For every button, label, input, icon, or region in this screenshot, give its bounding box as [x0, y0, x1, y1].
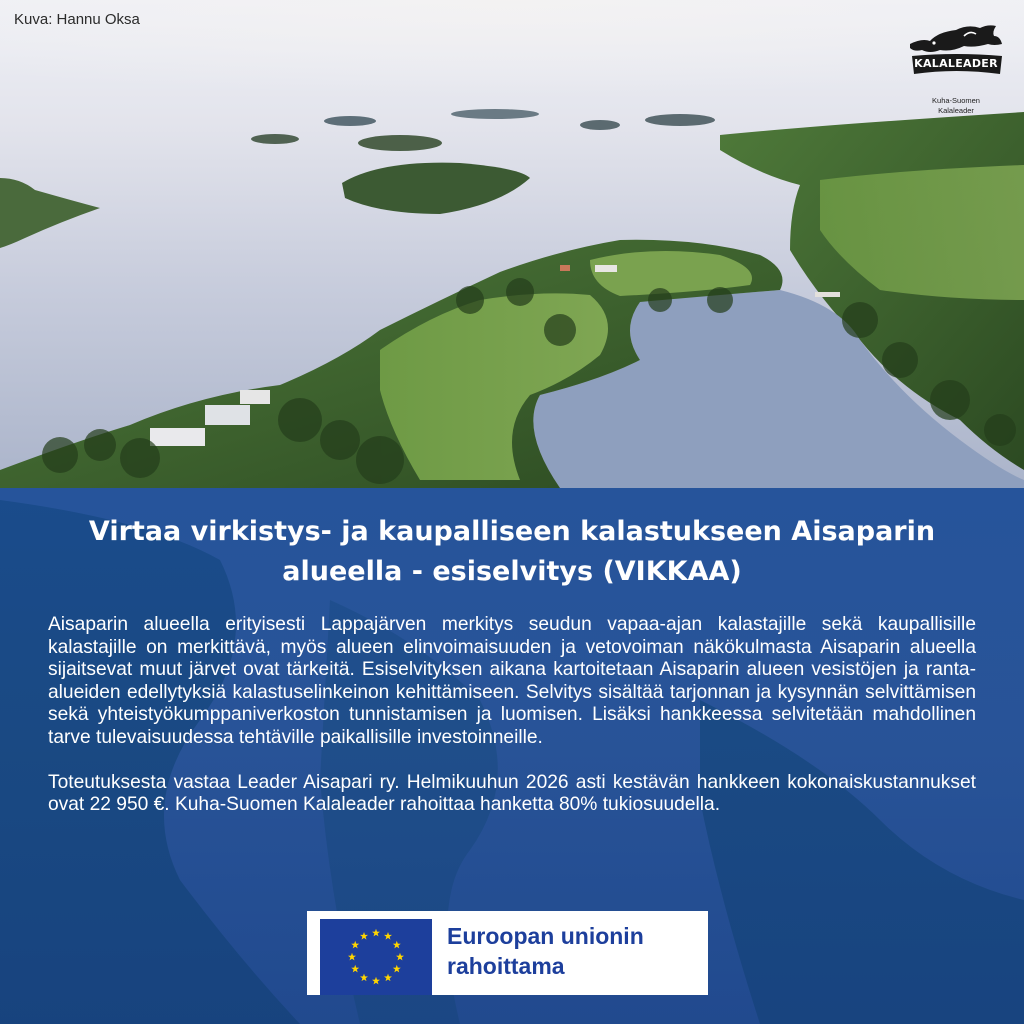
logo-wordmark: KALALEADER: [914, 57, 998, 70]
description-paragraph-2: Toteutuksesta vastaa Leader Aisapari ry. Helmikuuhun 2026 asti kestävän hankkeen kokonaiskustannukset ovat 22 950 €. Kuha-Suomen Kalaleader rahoittaa hanketta 80% tukiosuudella.: [48, 771, 976, 816]
project-title: Virtaa virkistys- ja kaupalliseen kalastukseen Aisaparin alueella - esiselvitys (VIKKAA): [88, 516, 936, 587]
description-paragraph-1: Aisaparin alueella erityisesti Lappajärven merkitys seudun vapaa-ajan kalastajille sekä kaupallisille kalastajille on merkittävä, myös alueen elinvoimaisuuden ja vetovoiman näkökulmasta Aisaparin alueella sijaitsevat muut järvet ovat tärkeitä. Esiselvityksen aikana kartoitetaan Aisaparin alueen vesistöjen ja ranta-alueiden edellytyksiä kalastuselinkeinon kehittämiseen. Selvitys sisältää tarjonnan ja kysynnän selvittämisen sekä yhteistyökumppaniverkoston tunnistamisen ja luomisen. Lisäksi hankkeessa selvitetään mahdollinen tarve tulevaisuudessa tehtäville paikallisille investoinneille.: [48, 614, 976, 748]
eu-star-icon: [348, 953, 356, 961]
eu-star-icon: [351, 965, 359, 973]
eu-funding-badge: [307, 911, 708, 995]
photo-credit: Kuva: Hannu Oksa: [14, 11, 140, 28]
logo-subtitle: [904, 96, 1008, 116]
eu-star-icon: [351, 941, 359, 949]
eu-star-icon: [360, 932, 368, 940]
logo-subtitle-line1: Kuha-Suomen: [932, 96, 980, 105]
eu-star-icon: [384, 974, 392, 982]
eu-funding-line-1: Euroopan unionin: [447, 923, 644, 949]
kalaleader-logo: [904, 22, 1008, 118]
eu-star-icon: [360, 974, 368, 982]
fish-icon: [904, 22, 1008, 82]
eu-star-icon: [396, 953, 404, 961]
eu-funding-line-2: rahoittama: [447, 953, 565, 979]
eu-star-icon: [372, 929, 380, 937]
eu-star-icon: [393, 941, 401, 949]
logo-subtitle-line2: Kalaleader: [938, 106, 974, 115]
project-description: [48, 614, 976, 817]
eu-funding-text: [447, 921, 644, 981]
eu-star-icon: [384, 932, 392, 940]
eu-star-icon: [393, 965, 401, 973]
eu-flag-icon: [320, 919, 432, 995]
eu-star-icon: [372, 977, 380, 985]
